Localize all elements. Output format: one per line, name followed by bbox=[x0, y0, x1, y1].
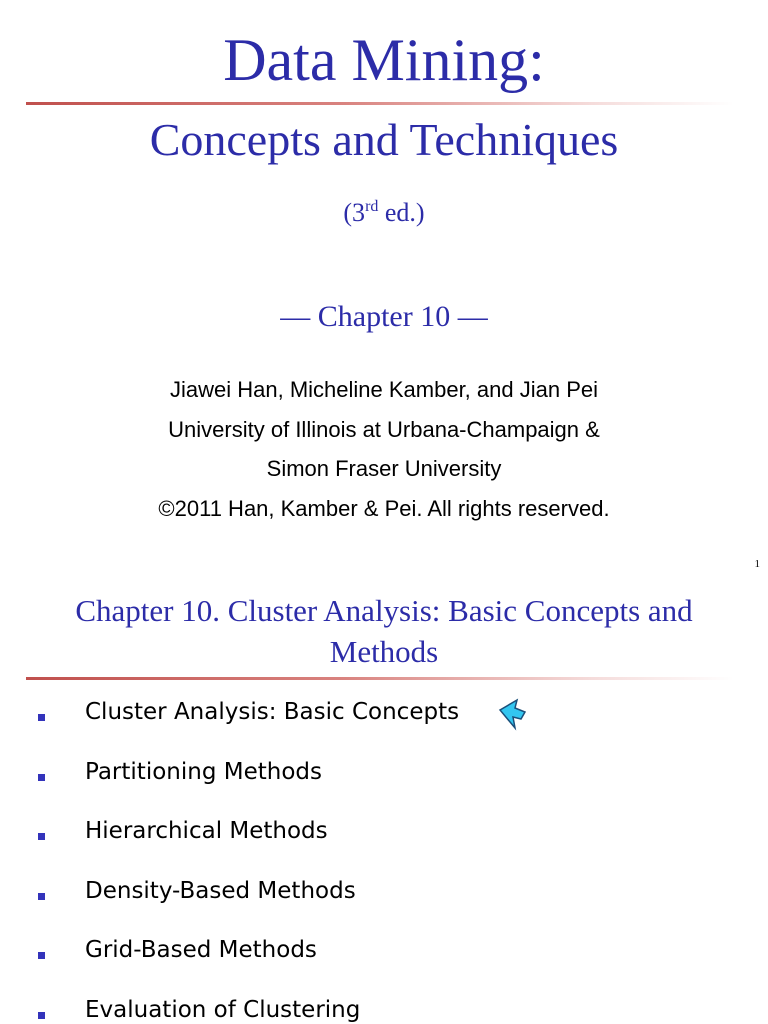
list-item-label: Hierarchical Methods bbox=[85, 818, 328, 845]
author-affiliation-1: University of Illinois at Urbana-Champaign & bbox=[168, 416, 600, 442]
book-title: Data Mining: bbox=[223, 27, 545, 93]
slide-number: 1 bbox=[754, 558, 760, 570]
list-item bbox=[0, 992, 768, 1024]
author-affiliation-2: Simon Fraser University bbox=[266, 456, 502, 481]
outline-list bbox=[0, 694, 768, 1024]
square-bullet-icon bbox=[38, 1012, 45, 1019]
square-bullet-icon bbox=[38, 774, 45, 781]
outline-divider bbox=[26, 677, 734, 680]
edition-superscript: rd bbox=[365, 198, 379, 215]
list-item-label: Density-Based Methods bbox=[85, 877, 356, 904]
chapter-label: — Chapter 10 — bbox=[280, 300, 488, 333]
list-item-label: Cluster Analysis: Basic Concepts bbox=[85, 699, 460, 725]
edition-close: ed.) bbox=[378, 198, 425, 227]
copyright-notice: ©2011 Han, Kamber & Pei. All rights reserved. bbox=[158, 495, 610, 521]
list-item bbox=[0, 873, 768, 933]
author-block bbox=[0, 370, 768, 528]
list-item bbox=[0, 754, 768, 814]
square-bullet-icon bbox=[38, 952, 45, 959]
list-item bbox=[0, 932, 768, 992]
list-item bbox=[0, 813, 768, 873]
edition-label bbox=[0, 196, 768, 230]
outline-title-line-1: Chapter 10. Cluster Analysis: Basic Concepts and bbox=[75, 593, 693, 628]
square-bullet-icon bbox=[38, 833, 45, 840]
left-arrow-icon bbox=[497, 697, 529, 731]
title-divider bbox=[26, 102, 734, 105]
outline-slide bbox=[0, 576, 768, 1024]
list-item-label: Grid-Based Methods bbox=[85, 937, 317, 964]
list-item-label: Partitioning Methods bbox=[85, 758, 322, 785]
outline-title-line-2: Methods bbox=[329, 634, 439, 669]
square-bullet-icon bbox=[38, 893, 45, 900]
square-bullet-icon bbox=[38, 714, 45, 721]
list-item-label: Evaluation of Clustering bbox=[85, 996, 361, 1023]
book-subtitle: Concepts and Techniques bbox=[149, 114, 619, 165]
edition-open: (3 bbox=[343, 198, 366, 227]
outline-title bbox=[20, 590, 748, 672]
author-names: Jiawei Han, Micheline Kamber, and Jian Pei bbox=[169, 377, 598, 402]
list-item bbox=[0, 694, 768, 754]
